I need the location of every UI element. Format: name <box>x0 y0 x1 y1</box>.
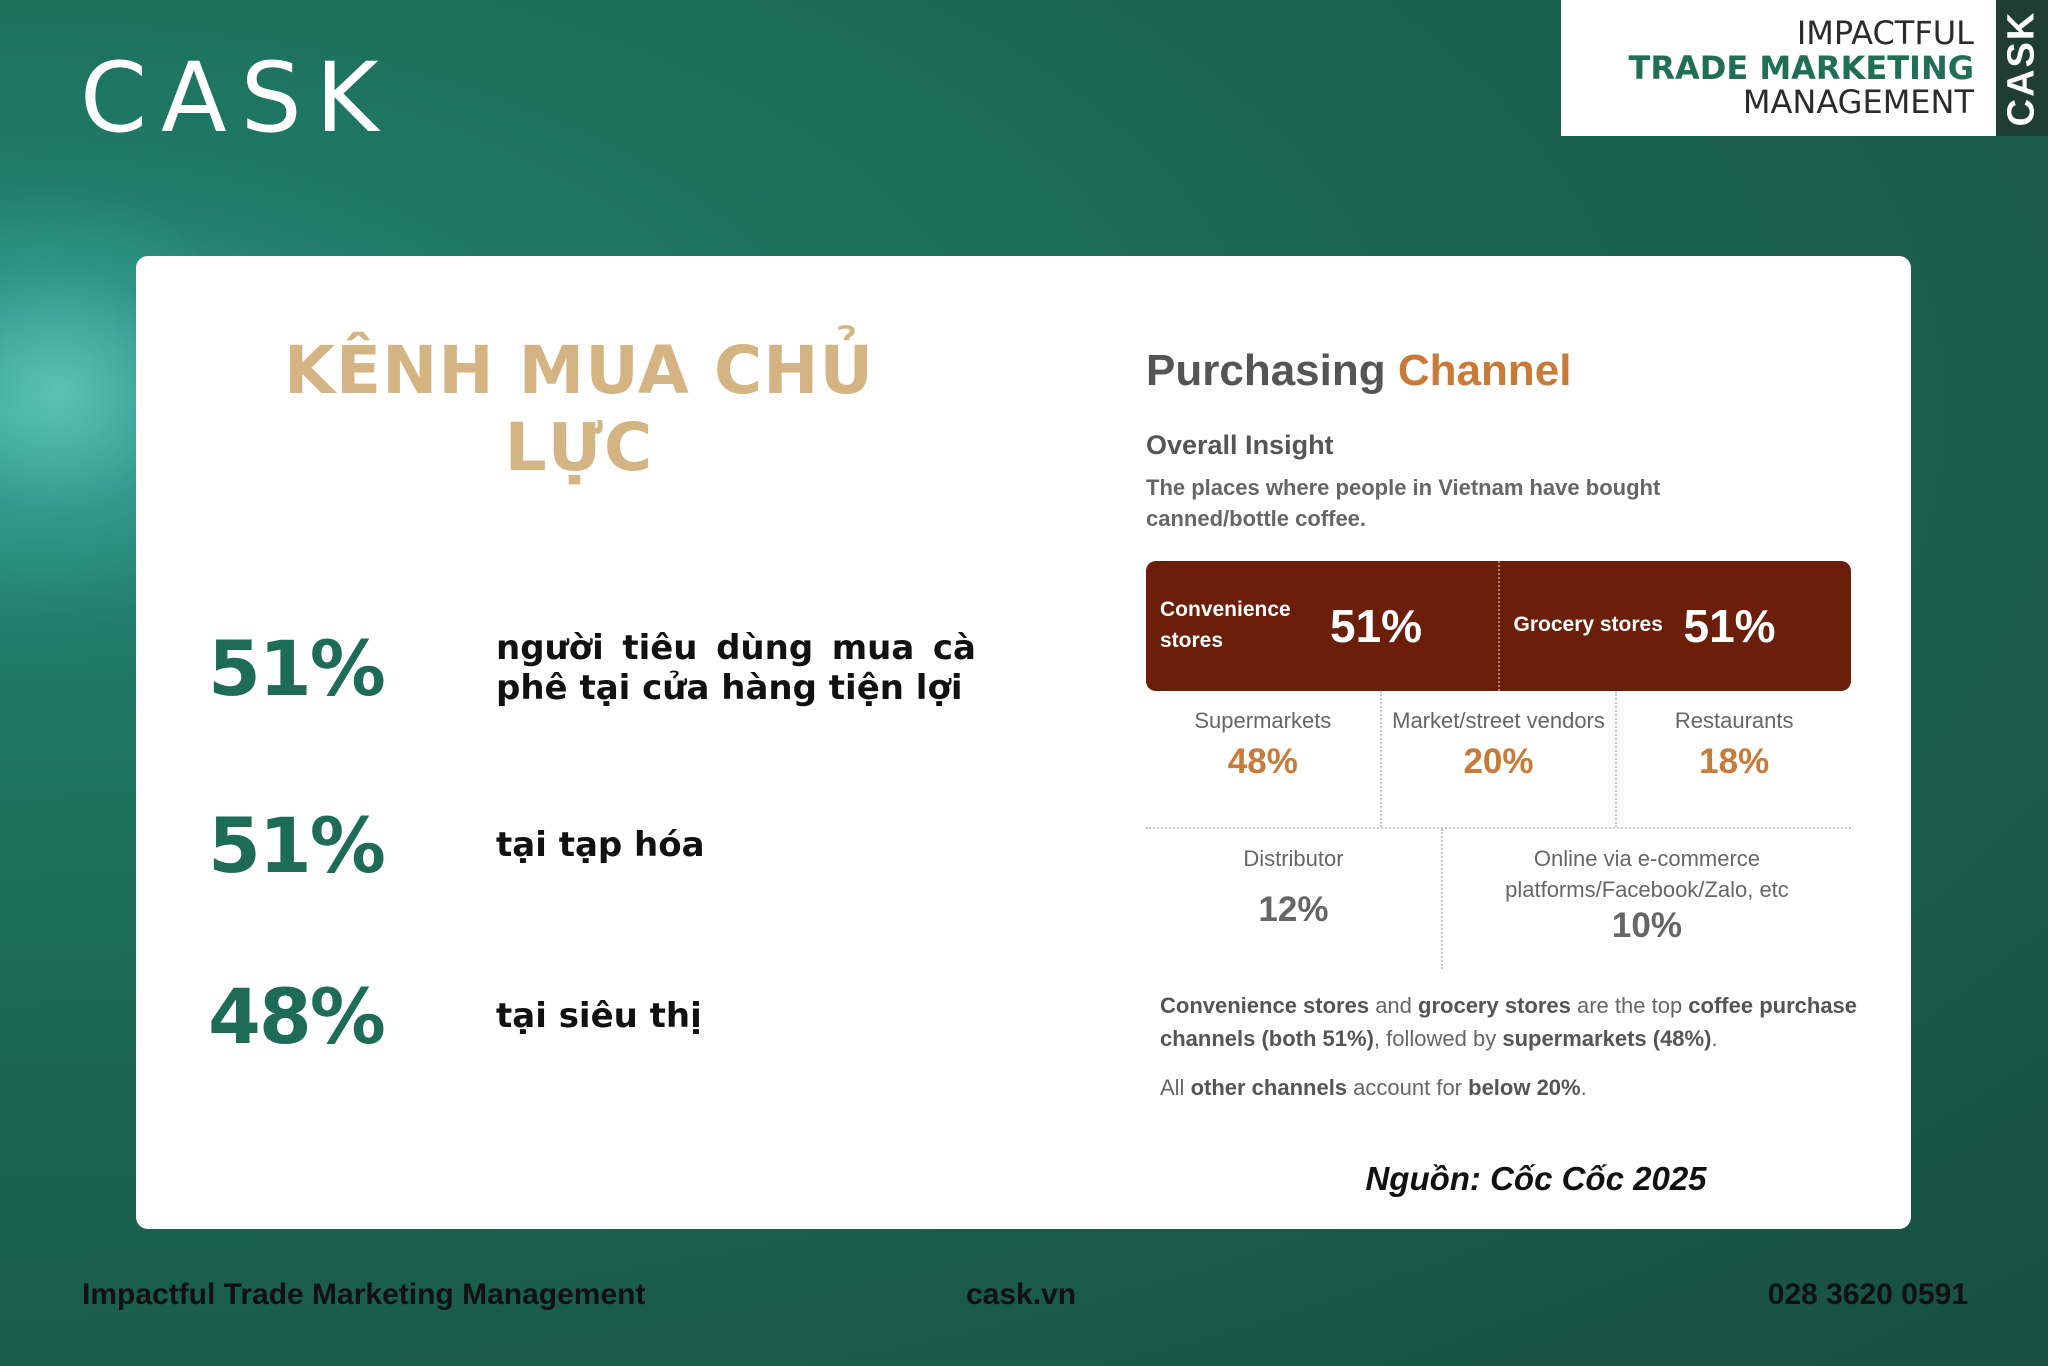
stat-value: 51% <box>208 801 384 890</box>
summary-bold: Convenience stores <box>1160 992 1370 1018</box>
main-title: KÊNH MUA CHỦ LỰC <box>283 332 875 486</box>
top-channel-value: 51% <box>1330 599 1423 652</box>
stat-text: tại tạp hóa <box>496 824 705 865</box>
summary-bold: below 20% <box>1468 1074 1581 1100</box>
channel-cell <box>1146 691 1380 827</box>
channel-value: 12% <box>1258 890 1329 930</box>
summary-text: are the top <box>1570 992 1689 1018</box>
channel-value: 48% <box>1227 742 1298 782</box>
stat-text: tại siêu thị <box>496 995 702 1036</box>
top-channel-convenience <box>1146 561 1498 691</box>
panel-subtitle: Overall Insight <box>1146 430 1334 460</box>
channel-value: 18% <box>1699 742 1770 782</box>
panel-title-main: Purchasing <box>1146 346 1386 395</box>
top-channel-grocery <box>1498 561 1852 691</box>
panel-summary-2 <box>1146 1075 1866 1101</box>
summary-text: . <box>1580 1074 1587 1100</box>
panel-title-accent: Channel <box>1397 346 1572 395</box>
summary-bold: supermarkets (48%) <box>1502 1025 1712 1051</box>
top-channel-value: 51% <box>1683 599 1776 652</box>
stat-supermarket <box>196 972 1076 1061</box>
brand-lines <box>1561 0 1996 136</box>
stat-grocery <box>196 801 1076 890</box>
top-channels-bar <box>1146 561 1851 691</box>
channel-value: 10% <box>1611 906 1682 946</box>
summary-text: and <box>1369 992 1419 1018</box>
channel-cell <box>1441 829 1851 969</box>
panel-description: The places where people in Vietnam have bought canned/bottle coffee. <box>1146 475 1661 531</box>
summary-bold: grocery stores <box>1418 992 1571 1018</box>
brand-side-text: CASK <box>2000 10 2043 126</box>
summary-bold: other channels <box>1190 1074 1348 1100</box>
summary-text: , followed by <box>1373 1025 1503 1051</box>
purchasing-channel-panel <box>1146 346 1866 1101</box>
summary-text: account for <box>1347 1074 1469 1100</box>
channel-cell <box>1615 691 1851 827</box>
panel-title <box>1146 346 1866 396</box>
top-channel-label: Convenience stores <box>1160 598 1291 652</box>
brand-line-1: IMPACTFUL <box>1796 14 1974 53</box>
channel-label: Online via e-commerce platforms/Facebook/Zalo, etc <box>1505 845 1789 903</box>
footer-phone[interactable]: 028 3620 0591 <box>1767 1278 1968 1311</box>
stat-value: 48% <box>208 972 384 1061</box>
channel-cell <box>1380 691 1616 827</box>
stat-convenience <box>196 624 1076 713</box>
channel-label: Distributor <box>1243 845 1344 871</box>
footer-tagline: Impactful Trade Marketing Management <box>82 1278 646 1311</box>
channel-label: Supermarkets <box>1194 707 1332 733</box>
footer-website[interactable]: cask.vn <box>966 1278 1077 1311</box>
brand-side-strip <box>1996 0 2048 136</box>
source-note: Nguồn: Cốc Cốc 2025 <box>1365 1160 1707 1197</box>
channel-row-1 <box>1146 691 1851 829</box>
channel-row-2 <box>1146 829 1851 969</box>
stat-text: người tiêu dùng mua cà phê tại cửa hàng tiện lợi <box>496 628 976 708</box>
brand-badge <box>1561 0 2048 136</box>
brand-line-3: MANAGEMENT <box>1742 83 1974 122</box>
panel-summary <box>1146 989 1860 1055</box>
summary-bold: coffee purchase channels (both 51%) <box>1160 992 1858 1051</box>
stat-value: 51% <box>208 624 384 713</box>
summary-text: . <box>1711 1025 1718 1051</box>
cask-logo: CASK <box>80 42 393 154</box>
channel-value: 20% <box>1463 742 1534 782</box>
brand-line-2: TRADE MARKETING <box>1628 48 1974 87</box>
channel-label: Restaurants <box>1674 707 1794 733</box>
channel-label: Market/street vendors <box>1392 707 1605 733</box>
top-channel-label: Grocery stores <box>1513 613 1663 637</box>
summary-text: All <box>1160 1074 1191 1100</box>
channel-cell <box>1146 829 1441 969</box>
content-card <box>136 256 1911 1229</box>
